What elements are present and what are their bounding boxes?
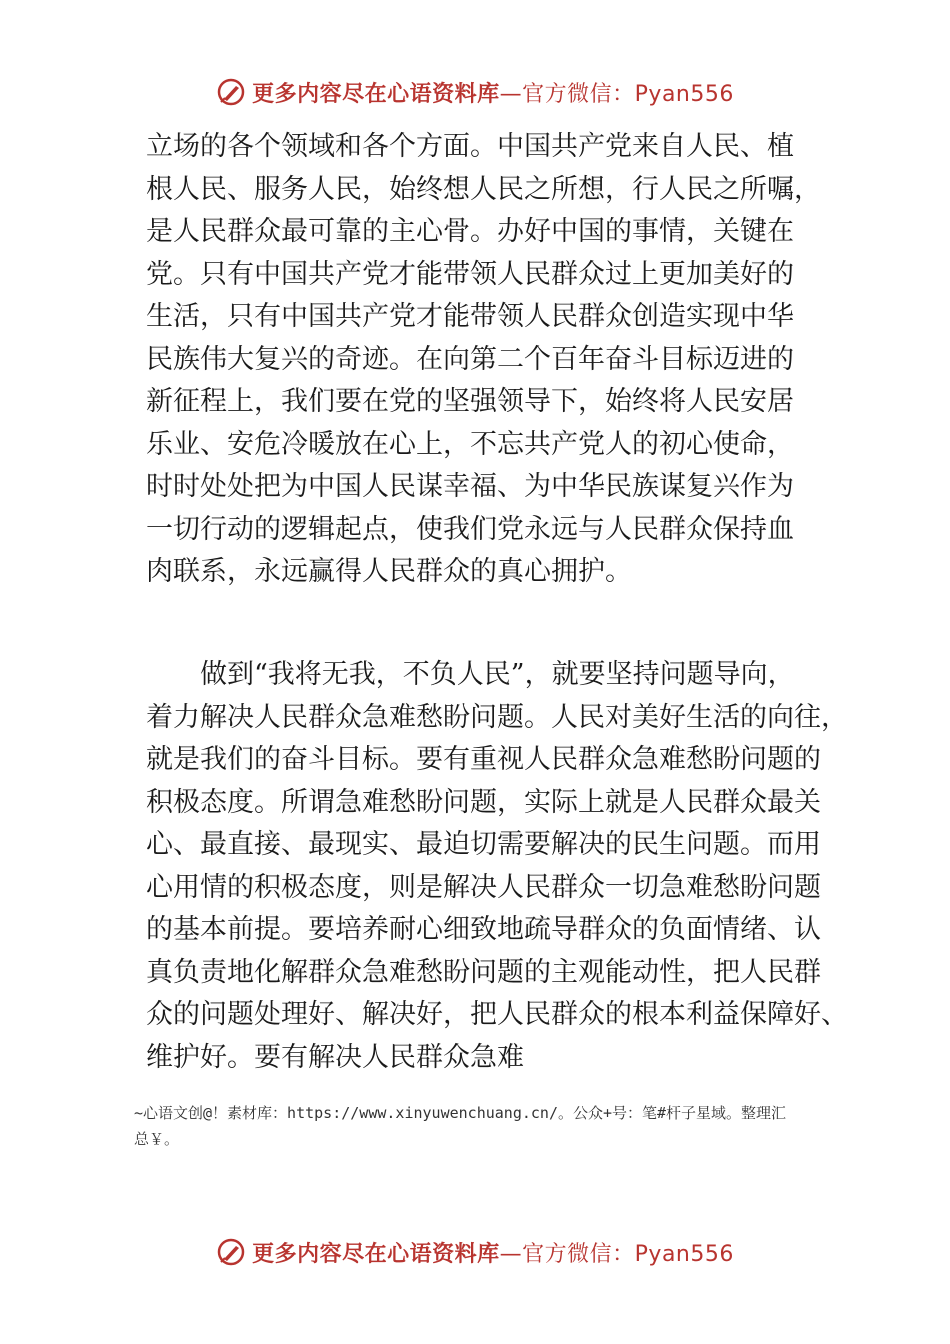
paragraph-1 — [146, 126, 846, 594]
paragraph-line: 民族伟大复兴的奇迹。在向第二个百年奋斗目标迈进的 — [146, 343, 794, 375]
header-banner-title: 更多内容尽在心语资料库 — [252, 81, 500, 107]
paragraph-line: 心用情的积极态度，则是解决人民群众一切急难愁盼问题 — [146, 871, 821, 903]
paragraph-line: 维护好。要有解决人民群众急难 — [146, 1041, 524, 1073]
footer-banner-text — [252, 1237, 734, 1268]
paragraph-2 — [146, 654, 846, 1079]
header-banner-dash: — — [499, 81, 523, 107]
header-banner-wechat: 官方微信：Pyan556 — [522, 81, 734, 107]
paragraph-line: 众的问题处理好、解决好，把人民群众的根本利益保障好、 — [146, 999, 848, 1030]
footer-banner — [0, 1232, 950, 1272]
footer-banner-title: 更多内容尽在心语资料库 — [252, 1241, 500, 1267]
paragraph-line: 新征程上，我们要在党的坚强领导下，始终将人民安居 — [146, 386, 794, 417]
paragraph-line: 一切行动的逻辑起点，使我们党永远与人民群众保持血 — [146, 513, 794, 545]
paragraph-line: 就是我们的奋斗目标。要有重视人民群众急难愁盼问题的 — [146, 744, 821, 775]
paragraph-line: 生活，只有中国共产党才能带领人民群众创造实现中华 — [146, 301, 794, 332]
header-banner-text — [252, 77, 734, 108]
paragraph-line: 积极态度。所谓急难愁盼问题，实际上就是人民群众最关 — [146, 786, 821, 818]
quill-seal-logo-icon — [216, 1237, 246, 1267]
footnote-line: 总￥。 — [134, 1130, 180, 1148]
paragraph-line: 党。只有中国共产党才能带领人民群众过上更加美好的 — [146, 258, 794, 290]
quill-seal-logo-icon — [216, 77, 246, 107]
paragraph-line: 做到“我将无我，不负人民”，就要坚持问题导向， — [146, 659, 795, 690]
paragraph-line: 是人民群众最可靠的主心骨。办好中国的事情，关键在 — [146, 216, 794, 247]
paragraph-line: 时时处处把为中国人民谋幸福、为中华民族谋复兴作为 — [146, 471, 794, 502]
paragraph-line: 根人民、服务人民，始终想人民之所想，行人民之所嘱， — [146, 173, 821, 205]
footer-banner-wechat: 官方微信：Pyan556 — [522, 1241, 734, 1267]
footnote-line: ~心语文创@！素材库：https://www.xinyuwenchuang.cn/。公众+号：笔#杆子星域。整理汇 — [134, 1104, 787, 1122]
paragraph-line: 肉联系，永远赢得人民群众的真心拥护。 — [146, 556, 632, 587]
paragraph-line: 心、最直接、最现实、最迫切需要解决的民生问题。而用 — [146, 829, 821, 860]
paragraph-line: 乐业、安危冷暖放在心上，不忘共产党人的初心使命， — [146, 428, 794, 460]
paragraph-line: 着力解决人民群众急难愁盼问题。人民对美好生活的向往， — [146, 701, 848, 733]
paragraph-line: 的基本前提。要培养耐心细致地疏导群众的负面情绪、认 — [146, 914, 821, 945]
paragraph-line: 立场的各个领域和各个方面。中国共产党来自人民、植 — [146, 131, 794, 162]
header-banner — [0, 72, 950, 112]
footnote — [134, 1100, 854, 1152]
footer-banner-dash: — — [499, 1241, 523, 1267]
paragraph-line: 真负责地化解群众急难愁盼问题的主观能动性，把人民群 — [146, 956, 821, 988]
